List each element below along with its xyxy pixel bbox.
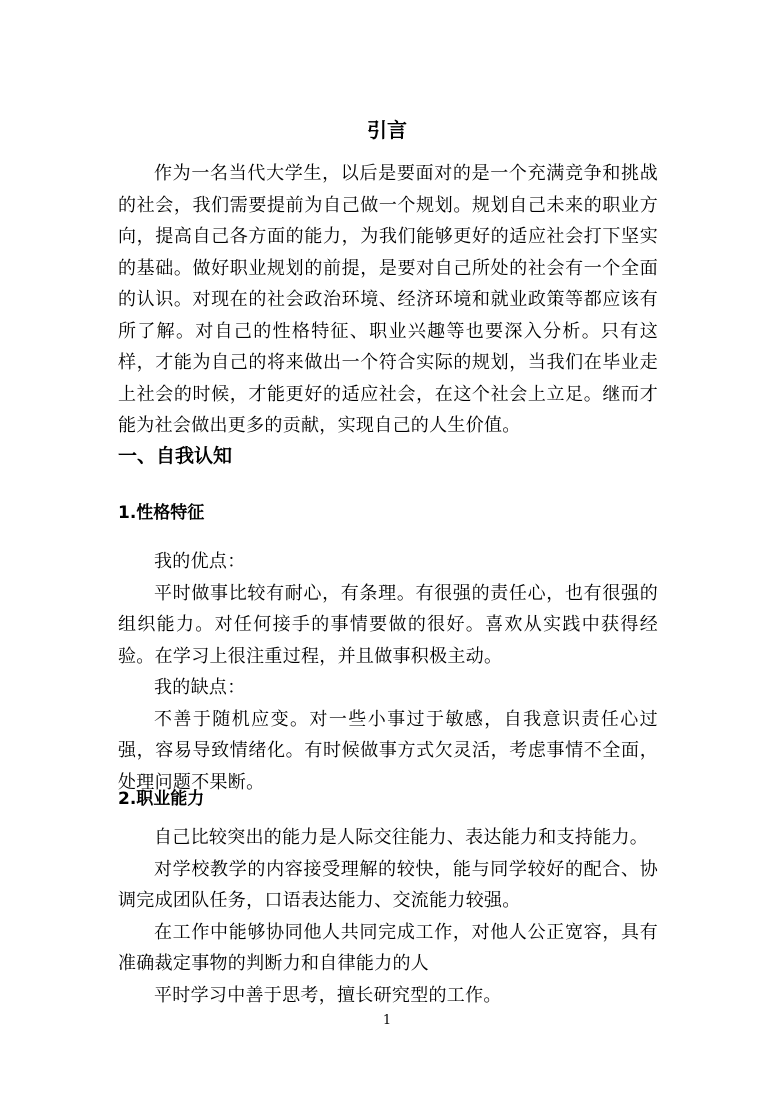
- career-ability-section: [118, 822, 658, 1011]
- ability-paragraph-3: 在工作中能够协同他人共同完成工作，对他人公正宽容，具有准确裁定事物的判断力和自律能力的人: [118, 921, 658, 974]
- strengths-paragraph: 平时做事比较有耐心，有条理。有很强的责任心，也有很强的组织能力。对任何接手的事情要做的很好。喜欢从实践中获得经验。在学习上很注重过程，并且做事积极主动。: [118, 582, 658, 667]
- strengths-label: 我的优点：: [154, 551, 246, 572]
- ability-paragraph-2: 对学校教学的内容接受理解的较快，能与同学较好的配合、协调完成团队任务，口语表达能力、交流能力较强。: [118, 858, 658, 911]
- weaknesses-label: 我的缺点：: [154, 677, 246, 698]
- ability-paragraph-4: 平时学习中善于思考，擅长研究型的工作。: [154, 984, 502, 1006]
- page-number: 1: [382, 1013, 392, 1028]
- intro-paragraph: 作为一名当代大学生，以后是要面对的是一个充满竞争和挑战的社会，我们需要提前为自己做一个规划。规划自己未来的职业方向，提高自己各方面的能力，为我们能够更好的适应社会打下坚实的基础。做好职业规划的前提，是要对自己所处的社会有一个全面的认识。对现在的社会政治环境、经济环境和就业政策等都应该有所了解。对自己的性格特征、职业兴趣等也要深入分析。只有这样，才能为自己的将来做出一个符合实际的规划，当我们在毕业走上社会的时候，才能更好的适应社会，在这个社会上立足。继而才能为社会做出更多的贡献，实现自己的人生价值。: [118, 163, 658, 436]
- ability-paragraph-1: 自己比较突出的能力是人际交往能力、表达能力和支持能力。: [154, 827, 649, 848]
- subsection-heading-career-ability: 2.职业能力: [118, 789, 205, 809]
- subsection-heading-personality: 1.性格特征: [118, 503, 205, 523]
- weaknesses-paragraph: 不善于随机应变。对一些小事过于敏感，自我意识责任心过强，容易导致情绪化。有时候做事方式欠灵活，考虑事情不全面，处理问题不果断。: [118, 708, 658, 793]
- section-heading-self-awareness: 一、自我认知: [118, 445, 233, 467]
- personality-section: [118, 546, 658, 798]
- page-title: 引言: [367, 118, 407, 142]
